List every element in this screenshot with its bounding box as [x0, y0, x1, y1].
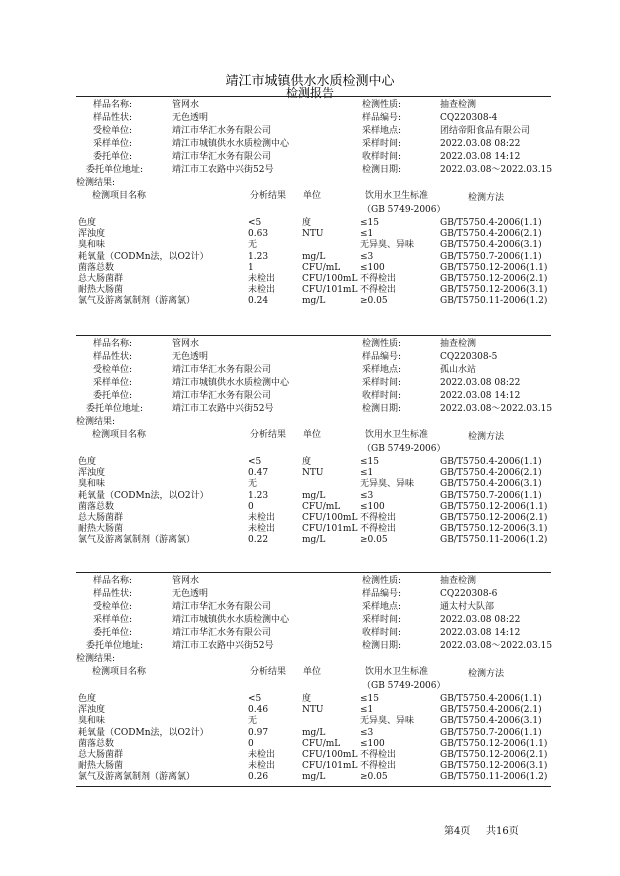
- row-result: 未检出: [248, 524, 276, 535]
- row-unit: CFU/mL: [302, 738, 341, 749]
- value-test-property: 抽查检测: [440, 100, 477, 110]
- value-sampling-place: 团结帝阳食品有限公司: [440, 126, 531, 136]
- column-header-method: 检测方法: [468, 432, 505, 442]
- row-result: 0: [248, 738, 254, 749]
- column-header-method: 检测方法: [468, 669, 505, 679]
- row-result: 0.97: [248, 727, 269, 738]
- row-method: GB/T5750.4-2006(2.1): [440, 705, 542, 716]
- row-unit: CFU/100mL: [302, 274, 358, 284]
- row-standard: 不得检出: [360, 285, 397, 296]
- value-client-unit: 靖江市华汇水务有限公司: [172, 391, 272, 401]
- label-sampling-unit: 采样单位:: [93, 615, 133, 625]
- label-client-address: 委托单位地址:: [86, 404, 144, 414]
- value-sample-name: 管网水: [172, 576, 200, 586]
- row-standard: 不得检出: [360, 524, 397, 535]
- row-unit: mg/L: [302, 490, 326, 501]
- row-standard: ≤3: [360, 490, 374, 501]
- row-result: 1.23: [248, 490, 269, 501]
- row-result: 未检出: [248, 274, 276, 284]
- row-method: GB/T5750.7-2006(1.1): [440, 727, 542, 738]
- row-item: 氯气及游离氯制剂（游离氯）: [78, 772, 196, 783]
- row-item: 耐热大肠菌: [78, 285, 124, 296]
- label-sampling-unit: 采样单位:: [93, 378, 133, 388]
- column-header-result: 分析结果: [250, 191, 287, 201]
- column-header-item: 检测项目名称: [92, 667, 147, 677]
- row-result: 0.63: [248, 229, 269, 240]
- column-header-standard-sub: （GB 5749-2006）: [362, 444, 446, 454]
- column-header-standard-sub: （GB 5749-2006）: [362, 681, 446, 691]
- row-standard: ≤15: [360, 694, 379, 704]
- row-item: 耗氧量（CODMn法，以O2计）: [78, 251, 209, 262]
- row-standard: 不得检出: [360, 274, 397, 284]
- row-unit: CFU/101mL: [302, 761, 358, 772]
- value-sample-no: CQ220308-4: [440, 113, 498, 123]
- label-sampling-place: 采样地点:: [362, 602, 402, 612]
- row-standard: ≥0.05: [360, 772, 388, 783]
- row-method: GB/T5750.12-2006(2.1): [440, 274, 548, 284]
- value-client-address: 靖江市工农路中兴街52号: [172, 165, 274, 175]
- row-unit: NTU: [302, 229, 324, 240]
- row-result: 无: [248, 240, 258, 251]
- row-standard: ≤15: [360, 457, 379, 467]
- row-unit: mg/L: [302, 251, 326, 262]
- label-sample-property: 样品性状:: [93, 589, 133, 599]
- page-number: 第4页: [444, 826, 471, 837]
- label-sample-name: 样品名称:: [93, 339, 133, 349]
- row-item: 浑浊度: [78, 705, 106, 716]
- row-method: GB/T5750.7-2006(1.1): [440, 490, 542, 501]
- label-recv-unit: 受检单位:: [93, 126, 133, 136]
- row-method: GB/T5750.4-2006(1.1): [440, 457, 542, 467]
- value-sampling-time: 2022.03.08 08:22: [440, 139, 521, 149]
- row-method: GB/T5750.12-2006(2.1): [440, 750, 548, 760]
- row-standard: 不得检出: [360, 761, 397, 772]
- label-sampling-place: 采样地点:: [362, 365, 402, 375]
- row-standard: ≤1: [360, 468, 374, 479]
- row-method: GB/T5750.4-2006(2.1): [440, 229, 542, 240]
- label-sample-no: 样品编号:: [362, 589, 402, 599]
- row-method: GB/T5750.4-2006(3.1): [440, 716, 542, 727]
- row-result: 未检出: [248, 285, 276, 296]
- column-header-standard: 饮用水卫生标准: [365, 667, 429, 677]
- row-unit: CFU/mL: [302, 262, 341, 273]
- row-result: 0.22: [248, 535, 269, 546]
- row-method: GB/T5750.12-2006(1.1): [440, 262, 548, 273]
- label-recv-unit: 受检单位:: [93, 365, 133, 375]
- label-receive-time: 收样时间:: [362, 391, 402, 401]
- row-method: GB/T5750.11-2006(1.2): [440, 535, 548, 546]
- column-header-unit: 单位: [303, 430, 322, 440]
- row-method: GB/T5750.12-2006(3.1): [440, 524, 548, 535]
- label-sampling-unit: 采样单位:: [93, 139, 133, 149]
- row-result: 未检出: [248, 750, 276, 760]
- value-sampling-time: 2022.03.08 08:22: [440, 615, 521, 625]
- row-method: GB/T5750.4-2006(1.1): [440, 694, 542, 704]
- value-sampling-unit: 靖江市城镇供水水质检测中心: [172, 615, 290, 625]
- row-standard: ≥0.05: [360, 535, 388, 546]
- row-method: GB/T5750.7-2006(1.1): [440, 251, 542, 262]
- row-result: <5: [248, 457, 262, 467]
- label-sample-property: 样品性状:: [93, 352, 133, 362]
- row-item: 耗氧量（CODMn法，以O2计）: [78, 727, 209, 738]
- row-unit: CFU/101mL: [302, 285, 358, 296]
- row-result: 0.46: [248, 705, 269, 716]
- document-title: 靖江市城镇供水水质检测中心: [225, 74, 395, 89]
- label-sample-no: 样品编号:: [362, 352, 402, 362]
- value-receive-time: 2022.03.08 14:12: [440, 152, 521, 162]
- value-recv-unit: 靖江市华汇水务有限公司: [172, 365, 272, 375]
- row-unit: 度: [302, 218, 312, 228]
- label-client-unit: 委托单位:: [93, 391, 133, 401]
- label-test-property: 检测性质:: [362, 100, 402, 110]
- row-method: GB/T5750.12-2006(2.1): [440, 513, 548, 523]
- label-test-property: 检测性质:: [362, 576, 402, 586]
- label-test-property: 检测性质:: [362, 339, 402, 349]
- row-method: GB/T5750.12-2006(3.1): [440, 285, 548, 296]
- value-sample-property: 无色透明: [172, 352, 209, 362]
- row-method: GB/T5750.11-2006(1.2): [440, 772, 548, 783]
- row-item: 氯气及游离氯制剂（游离氯）: [78, 535, 196, 546]
- row-item: 臭和味: [78, 240, 106, 251]
- label-test-date: 检测日期:: [362, 165, 402, 175]
- row-unit: NTU: [302, 705, 324, 716]
- row-item: 菌落总数: [78, 262, 115, 273]
- column-header-standard: 饮用水卫生标准: [365, 191, 429, 201]
- row-result: 无: [248, 479, 258, 490]
- column-header-standard-sub: （GB 5749-2006）: [362, 205, 446, 215]
- row-item: 氯气及游离氯制剂（游离氯）: [78, 296, 196, 307]
- label-sample-name: 样品名称:: [93, 100, 133, 110]
- value-sampling-unit: 靖江市城镇供水水质检测中心: [172, 378, 290, 388]
- row-result: <5: [248, 694, 262, 704]
- row-unit: NTU: [302, 468, 324, 479]
- value-client-address: 靖江市工农路中兴街52号: [172, 404, 274, 414]
- label-receive-time: 收样时间:: [362, 628, 402, 638]
- value-sample-name: 管网水: [172, 339, 200, 349]
- row-standard: ≤1: [360, 705, 374, 716]
- value-sample-property: 无色透明: [172, 589, 209, 599]
- value-recv-unit: 靖江市华汇水务有限公司: [172, 602, 272, 612]
- row-result: 0.47: [248, 468, 269, 479]
- row-item: 耗氧量（CODMn法，以O2计）: [78, 490, 209, 501]
- row-item: 浑浊度: [78, 229, 106, 240]
- column-header-unit: 单位: [303, 191, 322, 201]
- row-item: 总大肠菌群: [78, 274, 124, 284]
- label-sampling-time: 采样时间:: [362, 139, 402, 149]
- value-sample-property: 无色透明: [172, 113, 209, 123]
- value-sampling-unit: 靖江市城镇供水水质检测中心: [172, 139, 290, 149]
- row-method: GB/T5750.12-2006(1.1): [440, 501, 548, 512]
- value-test-date: 2022.03.08～2022.03.15: [440, 404, 553, 414]
- row-unit: 度: [302, 457, 312, 467]
- row-unit: mg/L: [302, 296, 326, 307]
- value-client-unit: 靖江市华汇水务有限公司: [172, 628, 272, 638]
- row-item: 总大肠菌群: [78, 750, 124, 760]
- document-subtitle: 检测报告: [285, 86, 334, 100]
- divider-line: [76, 96, 551, 97]
- column-header-unit: 单位: [303, 667, 322, 677]
- label-client-address: 委托单位地址:: [86, 165, 144, 175]
- label-client-unit: 委托单位:: [93, 152, 133, 162]
- label-recv-unit: 受检单位:: [93, 602, 133, 612]
- row-standard: ≤3: [360, 251, 374, 262]
- row-item: 耐热大肠菌: [78, 761, 124, 772]
- row-result: 1.23: [248, 251, 269, 262]
- row-method: GB/T5750.12-2006(3.1): [440, 761, 548, 772]
- row-result: 0.26: [248, 772, 269, 783]
- row-standard: ≤100: [360, 262, 385, 273]
- label-client-address: 委托单位地址:: [86, 641, 144, 651]
- column-header-standard: 饮用水卫生标准: [365, 430, 429, 440]
- row-result: 无: [248, 716, 258, 727]
- value-sample-no: CQ220308-6: [440, 589, 498, 599]
- row-item: 色度: [78, 694, 97, 704]
- row-unit: mg/L: [302, 727, 326, 738]
- row-item: 色度: [78, 457, 97, 467]
- row-result: 0: [248, 501, 254, 512]
- label-sampling-time: 采样时间:: [362, 615, 402, 625]
- row-item: 菌落总数: [78, 501, 115, 512]
- row-standard: ≥0.05: [360, 296, 388, 307]
- value-client-address: 靖江市工农路中兴街52号: [172, 641, 274, 651]
- row-standard: 无异臭、异味: [360, 716, 415, 727]
- column-header-item: 检测项目名称: [92, 191, 147, 201]
- row-unit: mg/L: [302, 772, 326, 783]
- row-result: <5: [248, 218, 262, 228]
- row-method: GB/T5750.4-2006(3.1): [440, 479, 542, 490]
- row-method: GB/T5750.4-2006(3.1): [440, 240, 542, 251]
- results-label: 检测结果:: [76, 178, 116, 188]
- column-header-result: 分析结果: [250, 430, 287, 440]
- label-test-date: 检测日期:: [362, 404, 402, 414]
- row-item: 耐热大肠菌: [78, 524, 124, 535]
- divider-line: [76, 572, 551, 573]
- row-standard: 不得检出: [360, 750, 397, 760]
- value-sample-no: CQ220308-5: [440, 352, 498, 362]
- row-unit: CFU/100mL: [302, 513, 358, 523]
- column-header-item: 检测项目名称: [92, 430, 147, 440]
- row-standard: ≤100: [360, 738, 385, 749]
- row-method: GB/T5750.4-2006(2.1): [440, 468, 542, 479]
- row-standard: ≤3: [360, 727, 374, 738]
- results-label: 检测结果:: [76, 654, 116, 664]
- row-standard: ≤15: [360, 218, 379, 228]
- column-header-method: 检测方法: [468, 193, 505, 203]
- value-test-date: 2022.03.08～2022.03.15: [440, 165, 553, 175]
- page-total: 共16页: [486, 826, 519, 837]
- value-receive-time: 2022.03.08 14:12: [440, 628, 521, 638]
- row-result: 未检出: [248, 761, 276, 772]
- row-standard: 不得检出: [360, 513, 397, 523]
- row-unit: 度: [302, 694, 312, 704]
- row-unit: CFU/101mL: [302, 524, 358, 535]
- row-method: GB/T5750.4-2006(1.1): [440, 218, 542, 228]
- row-unit: mg/L: [302, 535, 326, 546]
- row-item: 臭和味: [78, 716, 106, 727]
- row-result: 0.24: [248, 296, 269, 307]
- divider-line: [76, 335, 551, 336]
- label-sample-no: 样品编号:: [362, 113, 402, 123]
- column-header-result: 分析结果: [250, 667, 287, 677]
- row-item: 臭和味: [78, 479, 106, 490]
- row-result: 未检出: [248, 513, 276, 523]
- row-standard: ≤1: [360, 229, 374, 240]
- value-test-date: 2022.03.08～2022.03.15: [440, 641, 553, 651]
- row-item: 总大肠菌群: [78, 513, 124, 523]
- value-sampling-place: 通太村大队部: [440, 602, 495, 612]
- label-sample-property: 样品性状:: [93, 113, 133, 123]
- label-test-date: 检测日期:: [362, 641, 402, 651]
- divider-line: [76, 786, 551, 787]
- value-recv-unit: 靖江市华汇水务有限公司: [172, 126, 272, 136]
- row-item: 菌落总数: [78, 738, 115, 749]
- row-method: GB/T5750.11-2006(1.2): [440, 296, 548, 307]
- label-client-unit: 委托单位:: [93, 628, 133, 638]
- label-sampling-time: 采样时间:: [362, 378, 402, 388]
- results-label: 检测结果:: [76, 417, 116, 427]
- value-sampling-time: 2022.03.08 08:22: [440, 378, 521, 388]
- row-result: 1: [248, 262, 254, 273]
- label-receive-time: 收样时间:: [362, 152, 402, 162]
- value-sample-name: 管网水: [172, 100, 200, 110]
- value-test-property: 抽查检测: [440, 339, 477, 349]
- row-unit: CFU/mL: [302, 501, 341, 512]
- value-test-property: 抽查检测: [440, 576, 477, 586]
- row-item: 色度: [78, 218, 97, 228]
- row-standard: 无异臭、异味: [360, 240, 415, 251]
- row-method: GB/T5750.12-2006(1.1): [440, 738, 548, 749]
- row-item: 浑浊度: [78, 468, 106, 479]
- row-unit: CFU/100mL: [302, 750, 358, 760]
- label-sample-name: 样品名称:: [93, 576, 133, 586]
- row-standard: 无异臭、异味: [360, 479, 415, 490]
- label-sampling-place: 采样地点:: [362, 126, 402, 136]
- row-standard: ≤100: [360, 501, 385, 512]
- value-sampling-place: 孤山水站: [440, 365, 477, 375]
- value-client-unit: 靖江市华汇水务有限公司: [172, 152, 272, 162]
- value-receive-time: 2022.03.08 14:12: [440, 391, 521, 401]
